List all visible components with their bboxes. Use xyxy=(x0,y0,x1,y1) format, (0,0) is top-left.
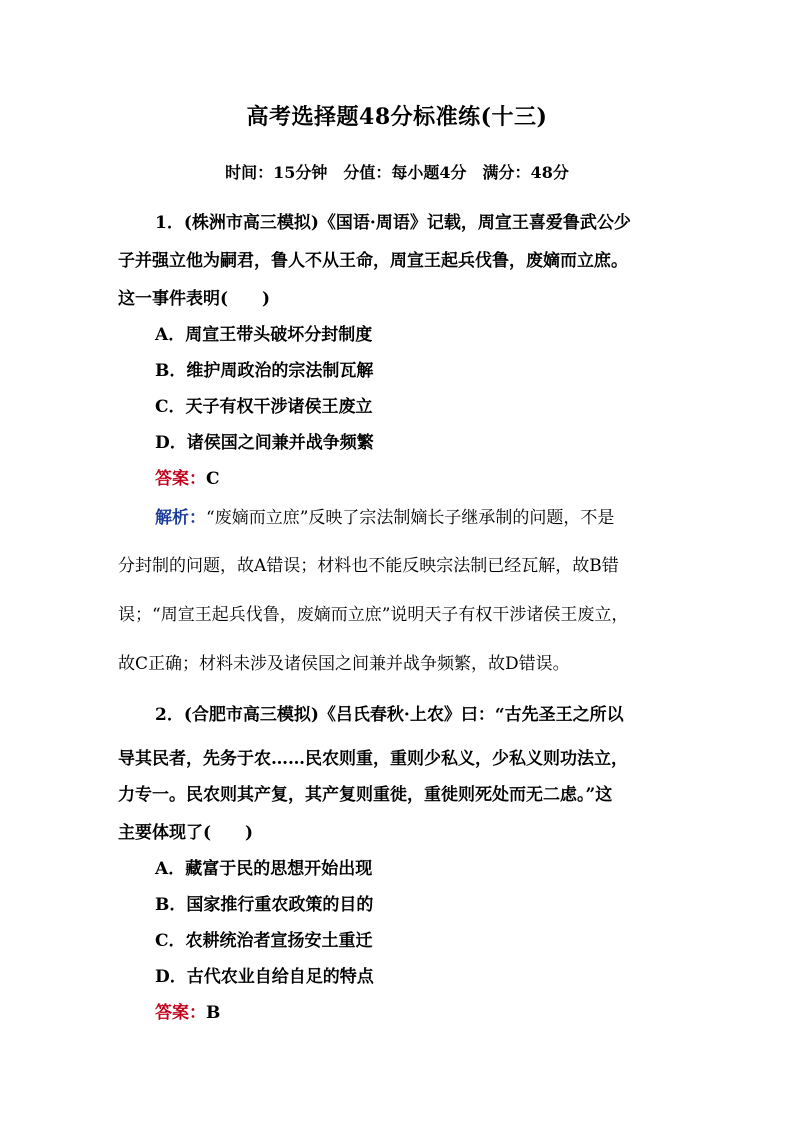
q1-option-a: A．周宣王带头破坏分封制度 xyxy=(155,325,373,345)
q1-stem-line-2: 子并强立他为嗣君，鲁人不从王命，周宣王起兵伐鲁，废嫡而立庶。 xyxy=(118,251,628,271)
q2-answer xyxy=(155,998,220,1023)
q1-analysis-line-2: 分封制的问题，故A错误；材料也不能反映宗法制已经瓦解，故B错 xyxy=(118,556,619,576)
q1-analysis-text-1: “废嫡而立庶”反映了宗法制嫡长子继承制的问题，不是 xyxy=(206,508,615,528)
q2-answer-value: B xyxy=(206,1003,221,1023)
q2-option-b: B．国家推行重农政策的目的 xyxy=(155,895,374,915)
q1-stem-line-3: 这一事件表明( ) xyxy=(118,289,271,309)
q1-option-c: C．天子有权干涉诸侯王废立 xyxy=(155,397,373,417)
page-title: 高考选择题48分标准练(十三) xyxy=(246,104,548,130)
q2-option-a: A．藏富于民的思想开始出现 xyxy=(155,859,373,879)
q1-analysis-line-1 xyxy=(155,503,614,528)
q2-stem-line-1: 2．(合肥市高三模拟)《吕氏春秋·上农》曰：“古先圣王之所以 xyxy=(155,705,624,725)
q2-stem-line-2: 导其民者，先务于农……民农则重，重则少私义，少私义则功法立， xyxy=(118,749,628,769)
q2-answer-label: 答案： xyxy=(155,1003,206,1023)
q1-answer-label: 答案： xyxy=(155,469,206,489)
q1-option-d: D．诸侯国之间兼并战争频繁 xyxy=(155,433,374,453)
q1-stem-line-1: 1．(株洲市高三模拟)《国语·周语》记载，周宣王喜爱鲁武公少 xyxy=(155,213,631,233)
exam-meta: 时间：15分钟 分值：每小题4分 满分：48分 xyxy=(225,163,569,182)
q2-option-d: D．古代农业自给自足的特点 xyxy=(155,967,374,987)
q1-analysis-line-4: 故C正确；材料未涉及诸侯国之间兼并战争频繁，故D错误。 xyxy=(118,654,570,674)
q1-analysis-label: 解析： xyxy=(155,508,206,528)
q1-answer-value: C xyxy=(206,469,220,489)
q1-answer xyxy=(155,464,220,489)
q2-stem-line-3: 力专一。民农则其产复，其产复则重徙，重徙则死处而无二虑。”这 xyxy=(118,785,613,805)
q1-option-b: B．维护周政治的宗法制瓦解 xyxy=(155,361,374,381)
q2-stem-line-4: 主要体现了( ) xyxy=(118,823,254,843)
q2-option-c: C．农耕统治者宣扬安土重迁 xyxy=(155,931,373,951)
q1-analysis-line-3: 误；“周宣王起兵伐鲁，废嫡而立庶”说明天子有权干涉诸侯王废立， xyxy=(118,605,629,625)
